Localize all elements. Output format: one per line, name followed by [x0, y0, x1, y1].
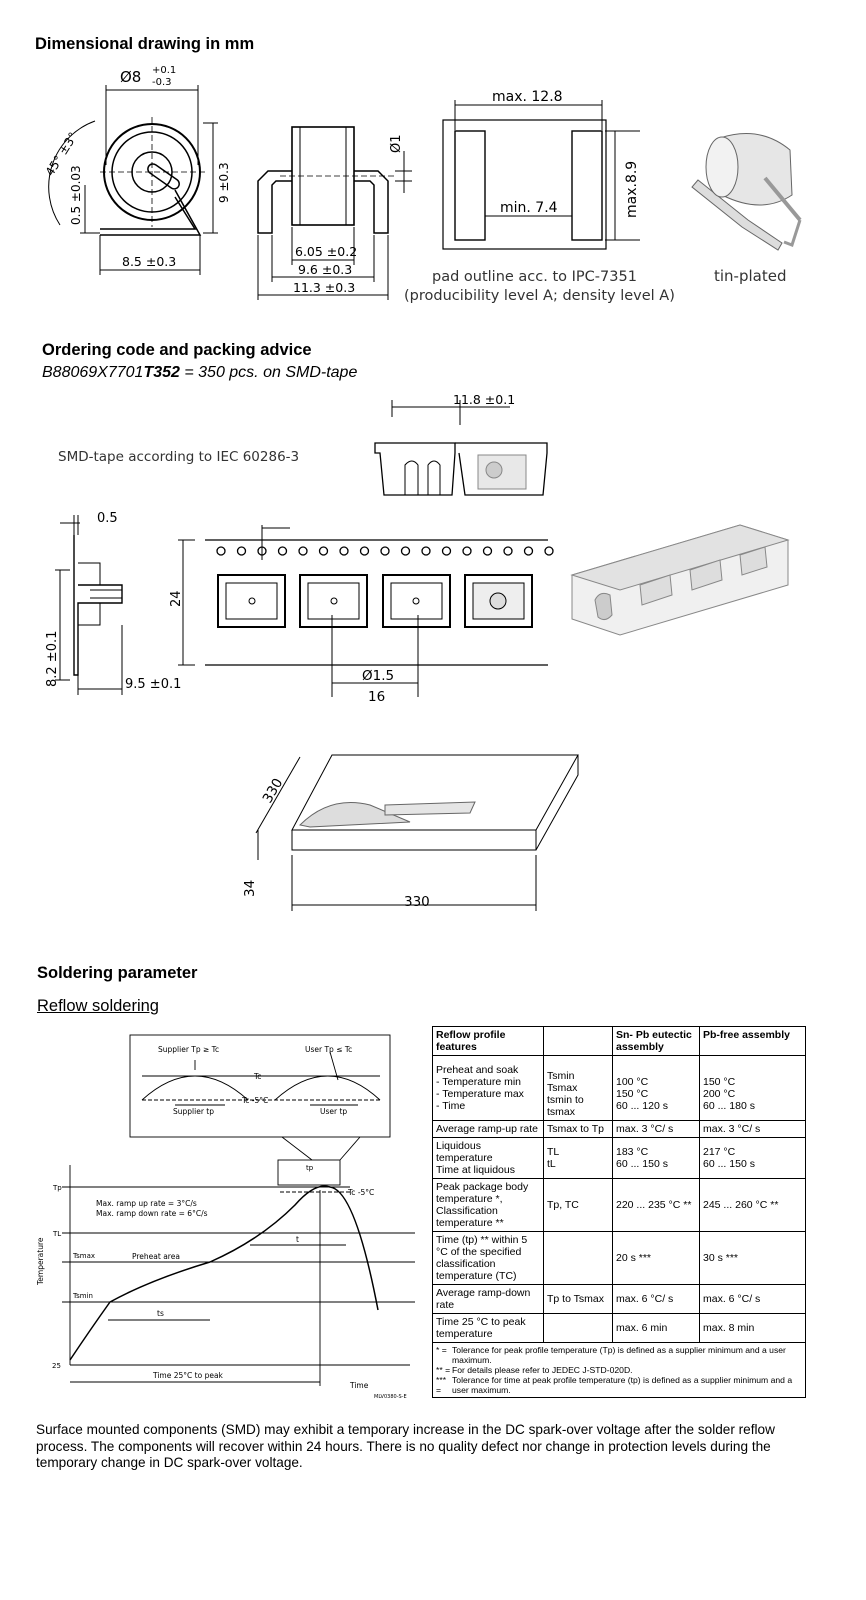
- sprocket-hole: [402, 547, 410, 555]
- tsmin-level: Tsmin: [73, 1292, 93, 1300]
- dim-pad-max-len: max. 12.8: [492, 89, 563, 105]
- y-axis-label: Temperature: [36, 1237, 45, 1285]
- tl-level: TL: [53, 1230, 62, 1238]
- dim-tape-width: 24: [169, 590, 184, 607]
- table-row: Preheat and soak - Temperature min - Temperature max - Time Tsmin Tsmax tsmin to tsmax 100 °C 150 °C 60 ... 120 s 150 °C 200 °C 60 ... 180 s: [433, 1056, 806, 1121]
- dim-lead-span: 9.6 ±0.3: [298, 262, 353, 277]
- sprocket-hole: [545, 547, 553, 555]
- time-label: Time: [350, 1381, 369, 1390]
- sprocket-hole: [361, 547, 369, 555]
- dim-flange: 0.5: [97, 511, 118, 526]
- inset-user-tp: User tp: [320, 1107, 348, 1116]
- reflow-table: [432, 1026, 806, 1398]
- reflow-chart: [30, 1030, 430, 1400]
- inset-tc: Tc: [254, 1072, 262, 1081]
- ordering-title: Ordering code and packing advice: [42, 341, 312, 359]
- sprocket-hole: [484, 547, 492, 555]
- table-row: Time (tp) ** within 5 °C of the specified classification temperature (TC) 20 s *** 30 s ***: [433, 1232, 806, 1285]
- sprocket-hole: [217, 547, 225, 555]
- code-prefix: B88069X7701: [42, 364, 144, 381]
- inset-tc5: Tc -5°C: [242, 1096, 269, 1105]
- reel-box: [256, 755, 578, 911]
- dim-height: 9 ±0.3: [217, 162, 231, 203]
- preheat-title: Preheat and soak: [436, 1064, 519, 1076]
- th-snpb: Sn- Pb eutectic assembly: [613, 1027, 700, 1056]
- sprocket-hole: [238, 547, 246, 555]
- ts-label: ts: [157, 1309, 164, 1318]
- dim-pocket-pitch: 11.8 ±0.1: [453, 392, 516, 407]
- dim-total-len: 11.3 ±0.3: [293, 280, 356, 295]
- sprocket-hole: [320, 547, 328, 555]
- dimensional-title: Dimensional drawing in mm: [35, 35, 255, 53]
- pad-caption-1: pad outline acc. to IPC-7351: [432, 269, 637, 285]
- pad-caption-2: (producibility level A; density level A): [404, 288, 675, 304]
- dim-reel-diag: 330: [259, 775, 287, 806]
- note-1: Tolerance for peak profile temperature (Tp) is defined as a supplier minimum and a user maximum.: [452, 1345, 786, 1365]
- dim-pocket-w: 8.2 ±0.1: [45, 630, 60, 687]
- inset-supplier-tp: Supplier tp: [173, 1107, 214, 1116]
- chart-code: MLV0380-S-E: [374, 1394, 407, 1400]
- tape-label: SMD-tape according to IEC 60286-3: [58, 449, 300, 465]
- table-row: Peak package body temperature *, Classification temperature ** Tp, TC 220 ... 235 °C ** 245 ... 260 °C **: [433, 1179, 806, 1232]
- dim-pitch: 16: [368, 689, 386, 705]
- dim-diameter-plus: +0.1: [152, 65, 177, 76]
- curve-tc5: Tc -5°C: [348, 1188, 375, 1197]
- dim-reel-width: 330: [404, 894, 430, 910]
- dim-diameter: Ø8: [120, 68, 142, 86]
- table-row: Average ramp-up rate Tsmax to Tp max. 3 °C/ s max. 3 °C/ s: [433, 1121, 806, 1138]
- sprocket-hole: [443, 547, 451, 555]
- sprocket-hole: [340, 547, 348, 555]
- dim-lead-dia: Ø1: [389, 134, 404, 153]
- code-bold: T352: [143, 364, 180, 381]
- dim-offset: 0.5 ±0.03: [69, 165, 83, 225]
- sprocket-hole: [504, 547, 512, 555]
- th-pbfree: Pb-free assembly: [700, 1027, 806, 1056]
- sprocket-hole: [381, 547, 389, 555]
- t-label: t: [296, 1235, 299, 1244]
- dim-diameter-minus: -0.3: [152, 77, 172, 88]
- table-row: Average ramp-down rate Tp to Tsmax max. 6 °C/ s max. 6 °C/ s: [433, 1285, 806, 1314]
- note-2: For details please refer to JEDEC J-STD-020D.: [452, 1365, 633, 1375]
- sprocket-hole: [525, 547, 533, 555]
- level-25: 25: [52, 1362, 61, 1370]
- ramp-down: Max. ramp down rate = 6°C/s: [96, 1209, 208, 1218]
- preheat-area: Preheat area: [132, 1252, 180, 1261]
- th-features: Reflow profile features: [433, 1027, 544, 1056]
- footer-paragraph: Surface mounted components (SMD) may exhibit a temporary increase in the DC spark-over voltage after the solder reflow process. The components will recover within 24 hours. There is no quality defect nor change in protection levels during the temporary change in DC spark-over voltage.: [36, 1422, 775, 1470]
- dim-lead-len: 8.5 ±0.3: [122, 254, 177, 269]
- dim-depth: 9.5 ±0.1: [125, 677, 182, 692]
- ramp-up: Max. ramp up rate = 3°C/s: [96, 1199, 197, 1208]
- code-suffix: = 350 pcs. on SMD-tape: [179, 364, 358, 381]
- th-symbol: [544, 1027, 613, 1056]
- tp-level: Tp: [53, 1184, 62, 1192]
- table-row: Liquidous temperature Time at liquidous TL tL 183 °C 60 ... 150 s 217 °C 60 ... 150 s: [433, 1138, 806, 1179]
- tape-3d-image: [572, 525, 788, 635]
- inset-right: User Tp ≤ Tc: [305, 1045, 353, 1054]
- sprocket-hole: [279, 547, 287, 555]
- dim-body-len: 6.05 ±0.2: [295, 244, 358, 259]
- table-notes-row: * = Tolerance for peak profile temperature (Tp) is defined as a supplier minimum and a user maximum. ** = For details please refer to JEDEC J-STD-020D. *** = Tolerance for time at peak profile temperature (tp) is defined as a supplier minimum and a user maximum.: [433, 1343, 806, 1398]
- pad-outline: [443, 100, 640, 249]
- ordering-code: [42, 364, 357, 382]
- tsmax-level: Tsmax: [73, 1252, 96, 1260]
- packing-drawing: [0, 385, 866, 930]
- component-3d-image: [692, 134, 800, 250]
- dimensional-drawing: [0, 55, 866, 315]
- tp-label: tp: [306, 1164, 314, 1172]
- dim-pad-max-w: max.8.9: [624, 160, 640, 218]
- soldering-title: Soldering parameter: [37, 964, 198, 982]
- dim-angle: 45° ±3°: [42, 129, 81, 179]
- table-row: Time 25 °C to peak temperature max. 6 min max. 8 min: [433, 1314, 806, 1343]
- time25-label: Time 25°C to peak: [153, 1371, 223, 1380]
- tin-plated-label: tin-plated: [714, 267, 787, 285]
- sprocket-hole: [422, 547, 430, 555]
- dim-reel-height: 34: [242, 879, 258, 897]
- reflow-subtitle: Reflow soldering: [37, 997, 159, 1015]
- sprocket-hole: [299, 547, 307, 555]
- dim-sprocket: Ø1.5: [362, 668, 395, 684]
- tape-profile: [55, 515, 122, 695]
- note-3: Tolerance for time at peak profile temperature (tp) is defined as a supplier minimum and a user maximum.: [452, 1375, 793, 1395]
- sprocket-hole: [463, 547, 471, 555]
- dim-pad-min-gap: min. 7.4: [500, 200, 558, 216]
- inset-left: Supplier Tp ≥ Tc: [158, 1045, 220, 1054]
- pocket-section: [375, 400, 547, 495]
